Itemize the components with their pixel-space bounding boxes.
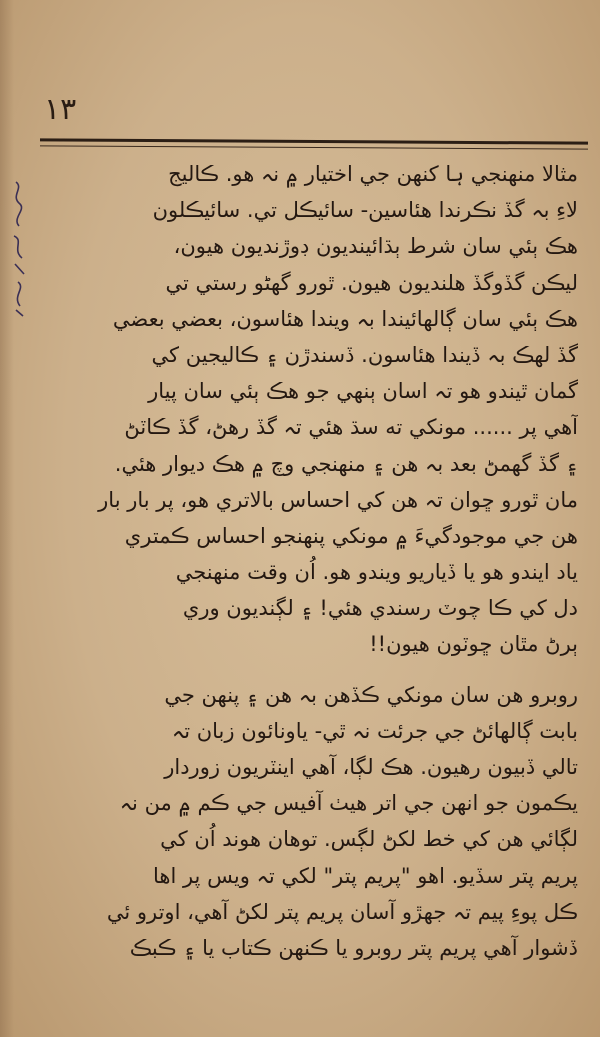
text-line: گڏ لهڪ بہ ڏيندا هئاسون. ڏسندڙن ۽ ڪاليجين کي bbox=[151, 342, 578, 367]
text-line: تالي ڏبيون رهيون. هڪ لڳا، آهي اينٽريون زوردار bbox=[164, 755, 578, 779]
text-line: مثالا منهنجي ہا کنهن جي اختيار ۾ نہ هو. ڪاليج bbox=[168, 162, 578, 186]
header-rule-thin bbox=[40, 145, 588, 149]
text-line: ڏشوار آهي پريم پتر روبرو يا ڪنهن ڪتاب يا ۽ ڪبڪ bbox=[129, 935, 578, 960]
binding-shadow bbox=[0, 0, 14, 1037]
text-line: لڳائي هن کي خط لکڻ لڳس. توهان هوند اُن کي bbox=[160, 827, 578, 852]
handwritten-margin-note bbox=[6, 178, 32, 318]
text-line: ياد ايندو هو يا ڏياريو ويندو هو. اُن وقت منهنجي bbox=[175, 560, 578, 585]
text-line: پريم پتر سڏيو. اهو "پريم پتر" لکي تہ ويس پر اها bbox=[152, 863, 578, 888]
text-line: ٻرڻ مٿان ڇوٽون هيون!! bbox=[369, 632, 578, 657]
text-line: هڪ ٻئي سان شرط ٻڌائينديون ڊوڙنديون هيون، bbox=[173, 234, 578, 259]
text-line: بابت ڳالهائڻ جي جرئت نہ ٿي- ياونائون زبان تہ bbox=[171, 718, 578, 743]
text-line: دل کي ڪا چوٽ رسندي هئي! ۽ لڳنديون وري bbox=[182, 596, 578, 621]
page-number: ۱۳ bbox=[44, 92, 77, 127]
text-line: يڪمون جو انهن جي اتر هيٺ آفيس جي ڪم ۾ من نہ bbox=[119, 791, 578, 816]
header-rule bbox=[40, 138, 588, 144]
text-line: لاءِ بہ گڏ نڪرندا هئاسين- سائيڪل تي. سائيڪلون bbox=[152, 198, 578, 223]
text-line: ۽ گڏ گهمڻ بعد بہ هن ۽ منهنجي وچ ۾ هڪ ديوار هئي. bbox=[114, 451, 578, 476]
body-text bbox=[42, 156, 578, 966]
text-line: هڪ ٻئي سان ڳالهائيندا بہ ويندا هئاسون، بعضي بعضي bbox=[112, 306, 578, 331]
text-line: گمان ٿيندو هو تہ اسان ٻنهي جو هڪ ٻئي سان پيار bbox=[148, 379, 578, 404]
text-line: ليڪن گڏوگڏ هلنديون هيون. ٿورو گهڻو رستي تي bbox=[165, 270, 578, 295]
text-line: آهي پر ...... مونکي ته سڌ هئي تہ گڏ رهڻ، گڏ ڪاٽڻ bbox=[124, 415, 578, 440]
text-line: روبرو هن سان مونکي ڪڏهن بہ هن ۽ پنهن جي bbox=[164, 682, 578, 707]
paragraph-gap bbox=[42, 663, 578, 677]
text-line: مان ٿورو ڇوان تہ هن کي احساس بالاتري هو، پر بار بار bbox=[98, 487, 578, 512]
text-line: هن جي موجودگيءَ ۾ مونکي پنهنجو احساس ڪمتري bbox=[124, 523, 578, 548]
text-line: ڪل پوءِ پيم تہ جهڙو آسان پريم پتر لکڻ آهي، اوترو ئي bbox=[106, 899, 578, 924]
